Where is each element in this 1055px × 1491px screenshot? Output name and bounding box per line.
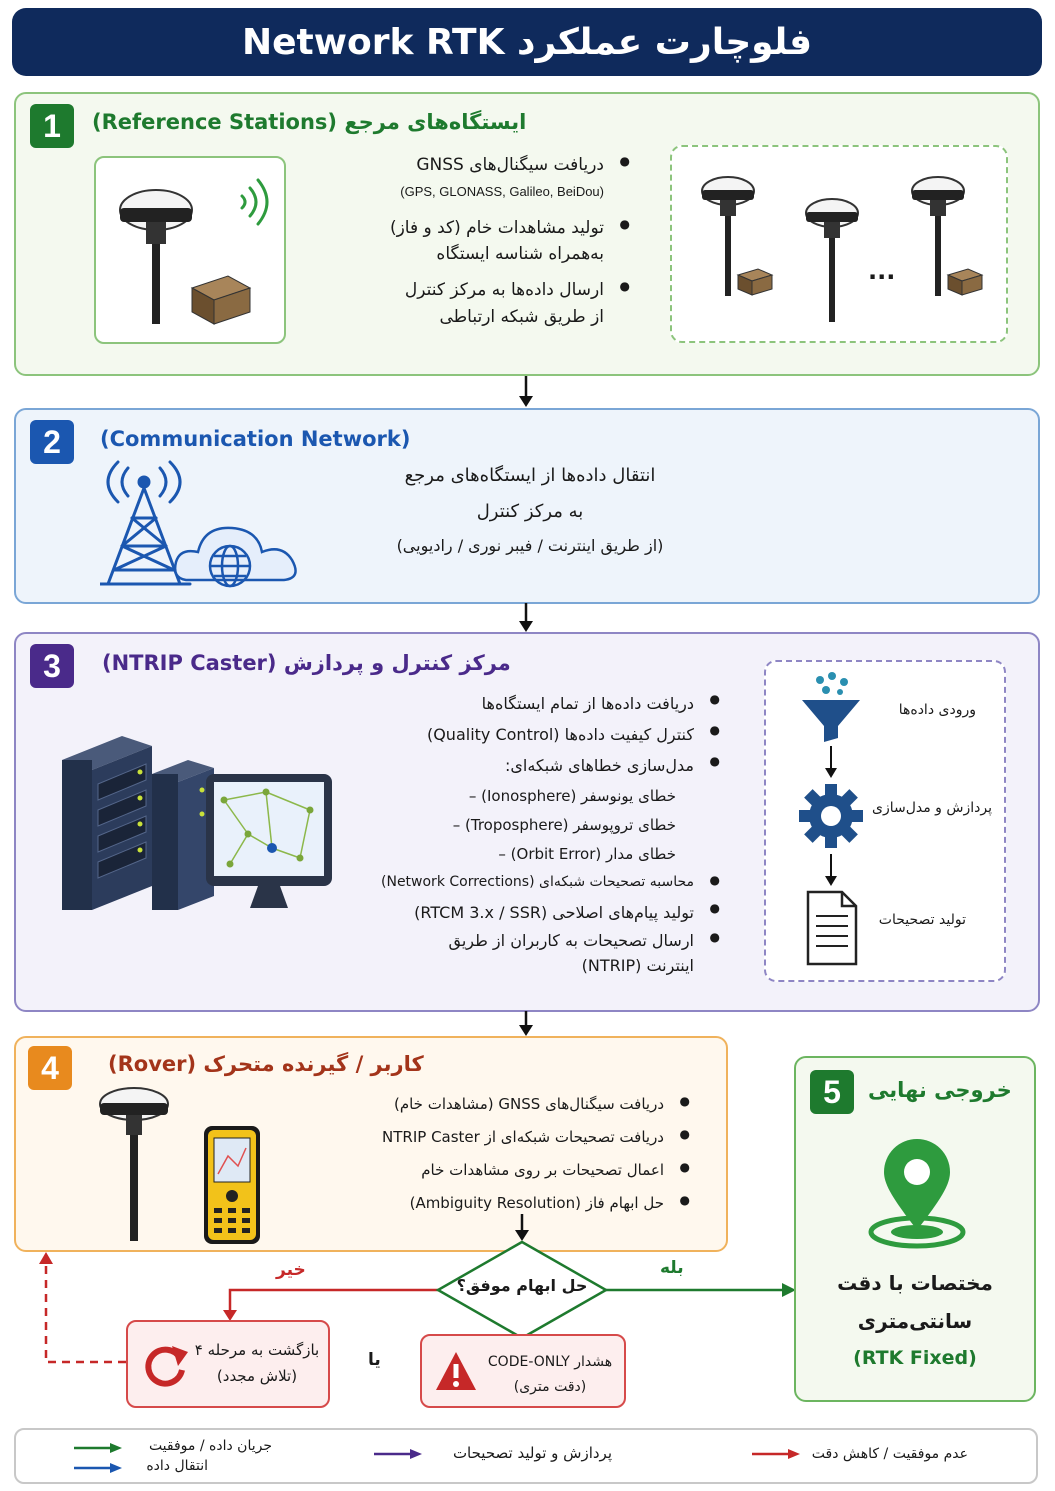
step-2-badge: 2 [30,420,74,464]
warning-icon [434,1350,478,1392]
sub-orbit-error: خطای مدار (Orbit Error) – [498,845,676,864]
legend [14,1428,1038,1484]
bullet-receive-all: ● دریافت داده‌ها از تمام ایستگاه‌ها [380,688,720,719]
legend-flow-success: جریان داده / موفقیت [148,1438,272,1454]
warning-text: هشدار CODE-ONLY (دقت متری) [487,1354,613,1395]
decision-no-label: خیر [276,1260,306,1280]
or-label: یا [368,1350,381,1370]
legend-red-arrow-icon [750,1446,802,1462]
flow-label-processing: پردازش و مدل‌سازی [872,800,992,816]
more-stations-ellipsis: ... [868,257,896,285]
location-pin-icon [862,1138,972,1250]
legend-arrows-icon [72,1440,124,1474]
final-output-text: مختصات با دقت سانتی‌متری (RTK Fixed) [837,1271,993,1369]
rover-heading: کاربر / گیرنده متحرک (Rover) [108,1052,424,1076]
bullet-error-modeling: ● مدل‌سازی خطاهای شبکه‌ای: [380,750,720,781]
decision-yes-label: بله [660,1258,684,1278]
decision-question: حل ابهام موفق؟ [456,1276,588,1295]
communication-description: انتقال داده‌ها از ایستگاه‌های مرجع به مرکز کنترل (از طریق اینترنت / فیبر نوری / رادیویی) [396,465,664,555]
legend-data-transfer: انتقال داده [146,1458,208,1474]
bullet-apply-corrections: ● اعمال تصحیحات بر روی مشاهدات خام [360,1154,690,1187]
legend-processing: پردازش و تولید تصحیحات [452,1444,612,1462]
legend-failure: عدم موفقیت / کاهش دقت [811,1446,968,1462]
code-only-warning-box [420,1334,626,1408]
sub-troposphere: خطای تروپوسفر (Troposphere) – [452,815,676,834]
communication-network-heading: (Communication Network) [100,427,411,451]
step-4-badge: 4 [28,1046,72,1090]
bullet-rtcm-messages: ● تولید پیام‌های اصلاحی (RTCM 3.x / SSR) [380,897,720,928]
page-title: فلوچارت عملکرد Network RTK [12,8,1042,76]
final-output-heading: خروجی نهایی [868,1078,1012,1102]
step-5-badge: 5 [810,1070,854,1114]
flow-label-output: تولید تصحیحات [878,912,966,928]
step-1-badge: 1 [30,104,74,148]
gnss-systems-text: (GPS, GLONASS, Galileo, BeiDou) [400,184,604,200]
bullet-quality-control: ● کنترل کیفیت داده‌ها (Quality Control) [380,719,720,750]
bullet-network-corrections: ● محاسبه تصحیحات شبکه‌ای (Network Corrections) [380,869,720,896]
step-3-badge: 3 [30,644,74,688]
retry-box [126,1320,330,1408]
bullet-rover-gnss: ● دریافت سیگنال‌های GNSS (مشاهدات خام) [360,1088,690,1121]
bullet-rover-ntrip: ● دریافت تصحیحات شبکه‌ای از NTRIP Caster [360,1121,690,1154]
bullet-ambiguity-resolution: ● حل ابهام فاز (Ambiguity Resolution) [360,1187,690,1220]
retry-text: بازگشت به مرحله ۴ (تلاش مجدد) [194,1341,320,1385]
legend-purple-arrow-icon [372,1446,424,1462]
flow-label-input: ورودی داده‌ها [898,702,976,718]
bullet-gnss-reception: ● دریافت سیگنال‌های GNSS (GPS, GLONASS, Galileo, BeiDou) [330,152,630,205]
control-center-heading: مرکز کنترل و پردازش (NTRIP Caster) [102,651,511,675]
sub-ionosphere: خطای یونوسفر (Ionosphere) – [468,786,676,805]
reference-stations-heading: ایستگاه‌های مرجع (Reference Stations) [92,110,527,134]
retry-arrow-icon [140,1340,190,1390]
bullet-send-data: ● ارسال داده‌ها به مرکز کنترل از طریق شبکه ارتباطی [330,277,630,330]
bullet-send-corrections: ● ارسال تصحیحات به کاربران از طریق اینترنت (NTRIP) [380,928,720,979]
bullet-raw-observations: ● تولید مشاهدات خام (کد و فاز) به‌همراه شناسه ایستگاه [330,215,630,268]
